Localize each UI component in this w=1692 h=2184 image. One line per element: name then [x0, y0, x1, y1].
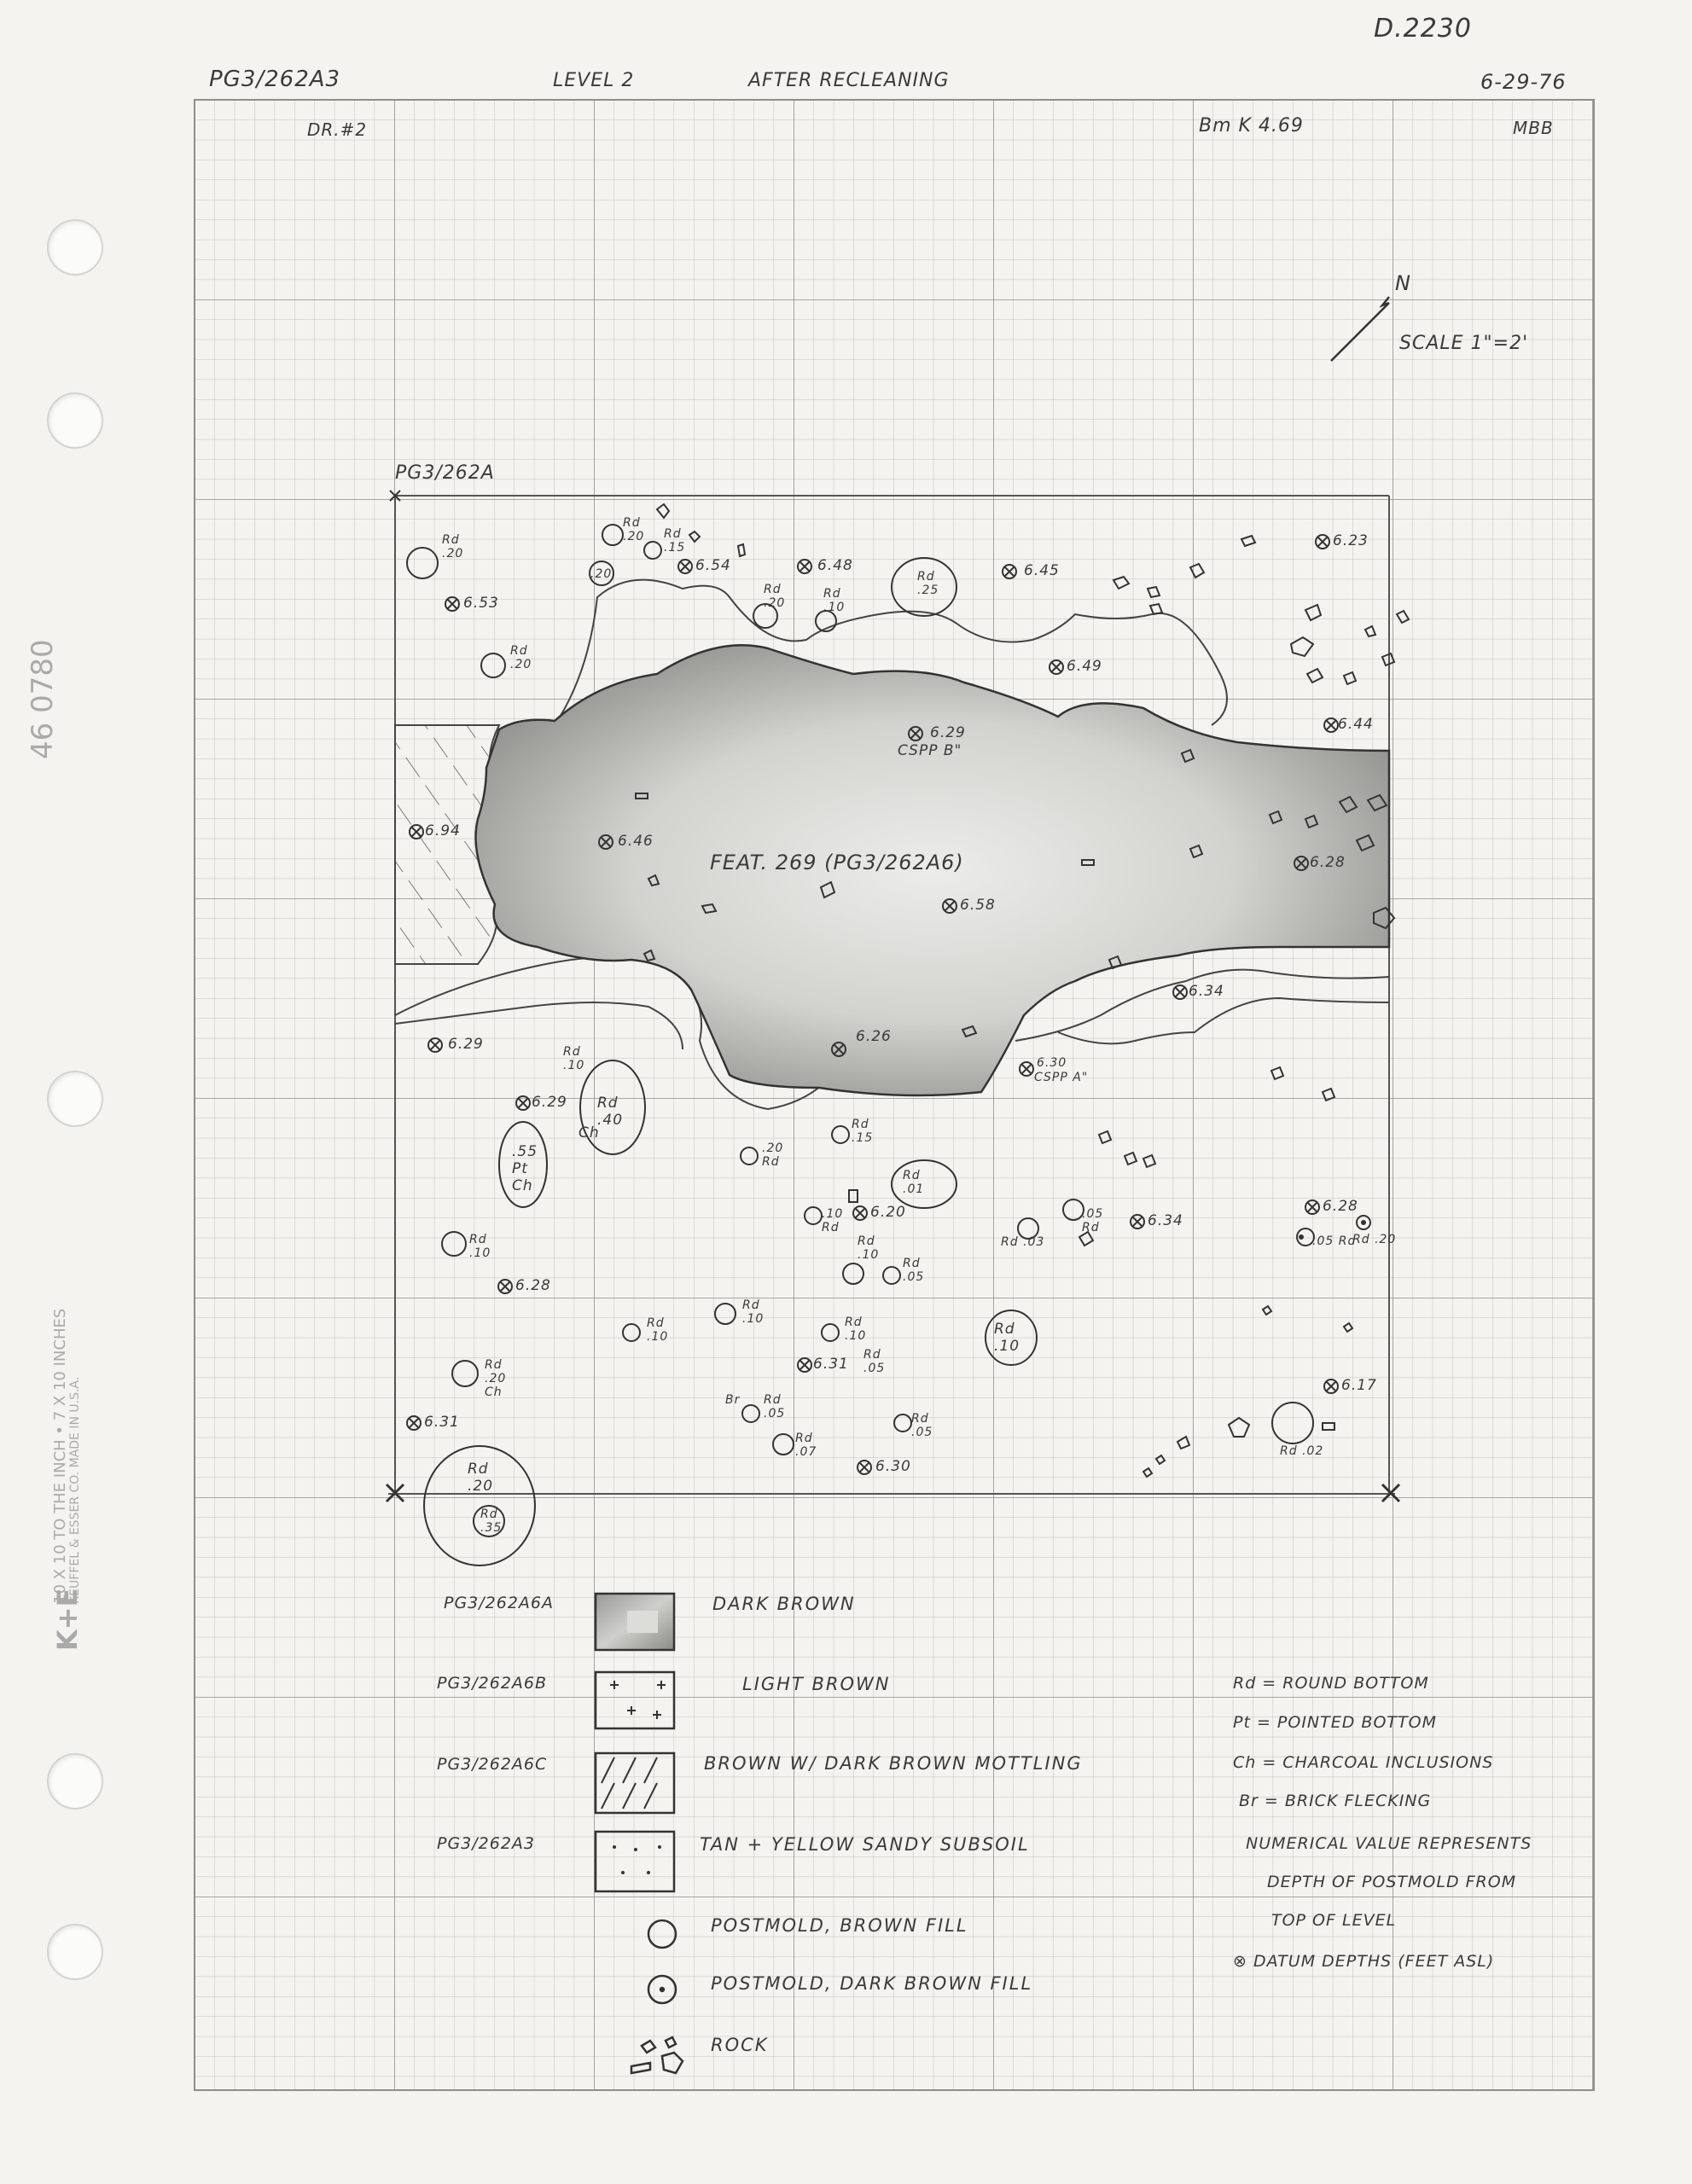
legend-code: PG3/262A6C: [437, 1755, 548, 1774]
datum-label: 6.31: [813, 1356, 849, 1373]
legend-code: PG3/262A6B: [437, 1674, 548, 1693]
postmold-label: .20 Rd: [762, 1141, 784, 1169]
datum-label: 6.30: [1037, 1056, 1067, 1070]
postmold-label: Rd .20: [623, 516, 645, 543]
drawing-no-label: DR.#2: [307, 119, 368, 140]
postmold-label: .05 Rd: [1082, 1207, 1104, 1234]
key-line: Rd = ROUND BOTTOM: [1233, 1674, 1429, 1693]
datum-label: 6.54: [695, 557, 731, 574]
key-line: ⊗ DATUM DEPTHS (FEET ASL): [1233, 1952, 1495, 1971]
postmold-label: Rd .01: [903, 1169, 925, 1196]
key-line: Ch = CHARCOAL INCLUSIONS: [1233, 1753, 1494, 1772]
postmold-label: .55 Pt Ch: [512, 1143, 538, 1194]
postmold-label: Rd .15: [664, 527, 686, 555]
postmold-label: Rd .10: [563, 1045, 585, 1072]
recorder-label: MBB: [1513, 118, 1554, 138]
postmold-label: Rd .10: [994, 1321, 1020, 1355]
datum-label: 6.23: [1333, 532, 1369, 549]
cspp-a-label: CSPP A": [1034, 1071, 1089, 1084]
datum-label: 6.29: [930, 724, 966, 741]
benchmark-label: Bm K 4.69: [1199, 115, 1304, 136]
datum-label: 6.45: [1024, 562, 1060, 579]
corner-label: PG3/262A: [395, 462, 495, 484]
postmold-label: Rd .35: [480, 1507, 503, 1535]
postmold-label: Rd .05: [911, 1412, 933, 1439]
postmold-label: Rd .10: [742, 1298, 765, 1326]
postmold-label: Rd .20: [510, 644, 532, 671]
paper-spec-line2: KEUFFEL & ESSER CO. MADE IN U.S.A.: [68, 1376, 82, 1604]
datum-label: 6.20: [870, 1204, 906, 1221]
ke-logo: K+E: [51, 1588, 84, 1651]
form-number: 46 0780: [26, 639, 60, 759]
legend-label: POSTMOLD, DARK BROWN FILL: [711, 1973, 1033, 1994]
north-label: N: [1395, 271, 1411, 295]
legend-code: PG3/262A3: [437, 1834, 536, 1853]
datum-label: 6.44: [1338, 716, 1374, 733]
postmold-label: Rd .20: [1352, 1233, 1397, 1246]
postmold-label: .20: [590, 567, 613, 581]
datum-label: 6.94: [425, 822, 461, 839]
feature-label: FEAT. 269 (PG3/262A6): [710, 851, 964, 874]
postmold-label: Br: [725, 1393, 741, 1407]
charcoal-mark: Ch: [579, 1124, 600, 1141]
level-label: LEVEL 2: [553, 70, 635, 91]
datum-label: 6.26: [856, 1028, 892, 1045]
datum-label: 6.58: [960, 897, 996, 914]
datum-label: 6.34: [1189, 983, 1224, 1000]
postmold-label: Rd .05: [863, 1348, 886, 1375]
postmold-label: Rd .40: [597, 1095, 624, 1129]
cspp-b-label: CSPP B": [898, 742, 962, 759]
datum-label: 6.49: [1067, 658, 1102, 675]
postmold-label: Rd .10: [823, 587, 846, 614]
unit-label: PG3/262A3: [209, 67, 341, 92]
datum-label: 6.29: [448, 1036, 484, 1053]
datum-label: 6.34: [1148, 1212, 1183, 1229]
postmold-label: Rd .25: [917, 570, 939, 597]
postmold-label: Rd .10: [647, 1316, 669, 1344]
legend-label: DARK BROWN: [712, 1594, 856, 1614]
datum-label: 6.30: [875, 1458, 911, 1475]
postmold-label: Rd .10: [845, 1316, 867, 1343]
postmold-label: .05 Rd: [1312, 1234, 1357, 1248]
postmold-label: Rd .05: [764, 1393, 786, 1420]
datum-label: 6.28: [1323, 1198, 1358, 1215]
datum-label: 6.31: [424, 1414, 460, 1431]
legend-label: BROWN W/ DARK BROWN MOTTLING: [704, 1753, 1083, 1774]
legend-label: POSTMOLD, BROWN FILL: [711, 1915, 968, 1936]
datum-label: 6.28: [1310, 854, 1346, 871]
postmold-label: Rd .20: [764, 583, 786, 610]
postmold-label: Rd .02: [1280, 1444, 1324, 1458]
key-line: TOP OF LEVEL: [1271, 1911, 1397, 1930]
datum-label: 6.53: [463, 595, 499, 612]
datum-label: 6.17: [1341, 1377, 1377, 1394]
datum-label: 6.28: [515, 1277, 551, 1294]
postmold-label: Rd .20 Ch: [485, 1358, 507, 1399]
datum-label: 6.46: [618, 833, 654, 850]
postmold-label: Rd .10: [858, 1234, 880, 1262]
datum-label: 6.29: [532, 1094, 567, 1111]
paper-spec-line1: 10 X 10 TO THE INCH • 7 X 10 INCHES: [51, 1308, 69, 1604]
datum-label: 6.48: [817, 557, 853, 574]
title-label: AFTER RECLEANING: [748, 70, 950, 91]
legend-label: TAN + YELLOW SANDY SUBSOIL: [700, 1834, 1030, 1855]
drawing-number: D.2230: [1374, 14, 1472, 44]
legend-label: ROCK: [711, 2035, 769, 2055]
key-line: Pt = POINTED BOTTOM: [1233, 1713, 1437, 1732]
postmold-label: Rd .20: [468, 1461, 494, 1495]
date-label: 6-29-76: [1480, 70, 1567, 94]
postmold-label: Rd .05: [903, 1257, 925, 1284]
legend-code: PG3/262A6A: [444, 1594, 555, 1612]
postmold-label: Rd .10: [469, 1233, 491, 1260]
postmold-label: Rd .15: [852, 1118, 874, 1145]
key-line: Br = BRICK FLECKING: [1239, 1792, 1432, 1810]
postmold-label: Rd .03: [1001, 1235, 1045, 1249]
legend-label: LIGHT BROWN: [742, 1674, 891, 1694]
scale-label: SCALE 1"=2': [1399, 333, 1529, 354]
postmold-label: Rd .20: [442, 533, 464, 561]
postmold-label: .10 Rd: [822, 1207, 844, 1234]
key-line: NUMERICAL VALUE REPRESENTS: [1246, 1834, 1532, 1853]
key-line: DEPTH OF POSTMOLD FROM: [1267, 1873, 1517, 1891]
postmold-label: Rd .07: [795, 1432, 817, 1459]
